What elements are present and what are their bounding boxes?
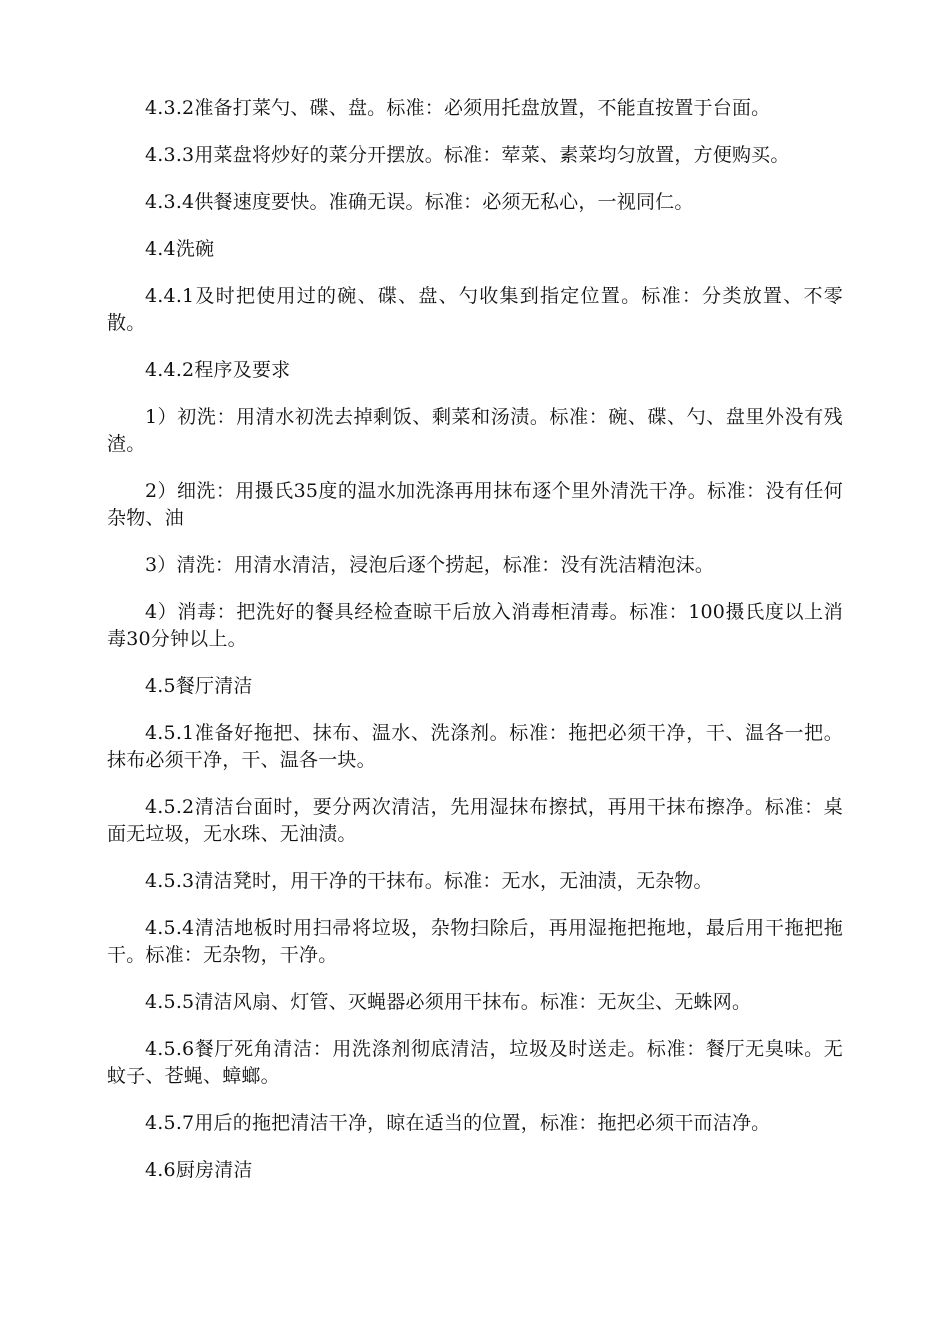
section-heading-4-5: 4.5餐厅清洁	[145, 675, 253, 697]
paragraph-4-5-1: 4.5.1准备好拖把、抹布、温水、洗涤剂。标准：拖把必须干净，干、温各一把。抹布必须干净，干、温各一块。	[107, 722, 843, 771]
paragraph-4-3-4: 4.3.4供餐速度要快。准确无误。标准：必须无私心，一视同仁。	[145, 191, 694, 213]
paragraph-4-4-1: 4.4.1及时把使用过的碗、碟、盘、勺收集到指定位置。标准：分类放置、不零散。	[107, 285, 843, 334]
paragraph-4-5-2: 4.5.2清洁台面时，要分两次清洁，先用湿抹布擦拭，再用干抹布擦净。标准：桌面无垃圾，无水珠、无油渍。	[107, 796, 843, 845]
paragraph-4-5-4: 4.5.4清洁地板时用扫帚将垃圾，杂物扫除后，再用湿拖把拖地，最后用干拖把拖干。标准：无杂物，干净。	[107, 917, 843, 966]
section-heading-4-4: 4.4洗碗	[145, 238, 215, 260]
step-4-disinfect: 4）消毒：把洗好的餐具经检查晾干后放入消毒柜清毒。标准：100摄氏度以上消毒30分钟以上。	[107, 601, 843, 650]
paragraph-4-5-3: 4.5.3清洁凳时，用干净的干抹布。标准：无水，无油渍，无杂物。	[145, 870, 713, 892]
step-1-initial-wash: 1）初洗：用清水初洗去掉剩饭、剩菜和汤渍。标准：碗、碟、勺、盘里外没有残渣。	[107, 406, 843, 455]
paragraph-4-5-7: 4.5.7用后的拖把清洁干净，晾在适当的位置，标准：拖把必须干而洁净。	[145, 1112, 771, 1134]
paragraph-4-4-2: 4.4.2程序及要求	[145, 359, 291, 381]
document-page	[107, 95, 843, 1204]
section-heading-4-6: 4.6厨房清洁	[145, 1159, 253, 1181]
paragraph-4-3-3: 4.3.3用菜盘将炒好的菜分开摆放。标准：荤菜、素菜均匀放置，方便购买。	[145, 144, 790, 166]
paragraph-4-3-2: 4.3.2准备打菜勺、碟、盘。标准：必须用托盘放置，不能直按置于台面。	[145, 97, 771, 119]
paragraph-4-5-6: 4.5.6餐厅死角清洁：用洗涤剂彻底清洁，垃圾及时送走。标准：餐厅无臭味。无蚊子、苍蝇、蟑螂。	[107, 1038, 843, 1087]
step-3-rinse: 3）清洗：用清水清洁，浸泡后逐个捞起，标准：没有洗洁精泡沫。	[145, 554, 715, 576]
paragraph-4-5-5: 4.5.5清洁风扇、灯管、灭蝇器必须用干抹布。标准：无灰尘、无蛛网。	[145, 991, 752, 1013]
step-2-fine-wash: 2）细洗：用摄氏35度的温水加洗涤再用抹布逐个里外清洗干净。标准：没有任何杂物、油	[107, 480, 843, 529]
